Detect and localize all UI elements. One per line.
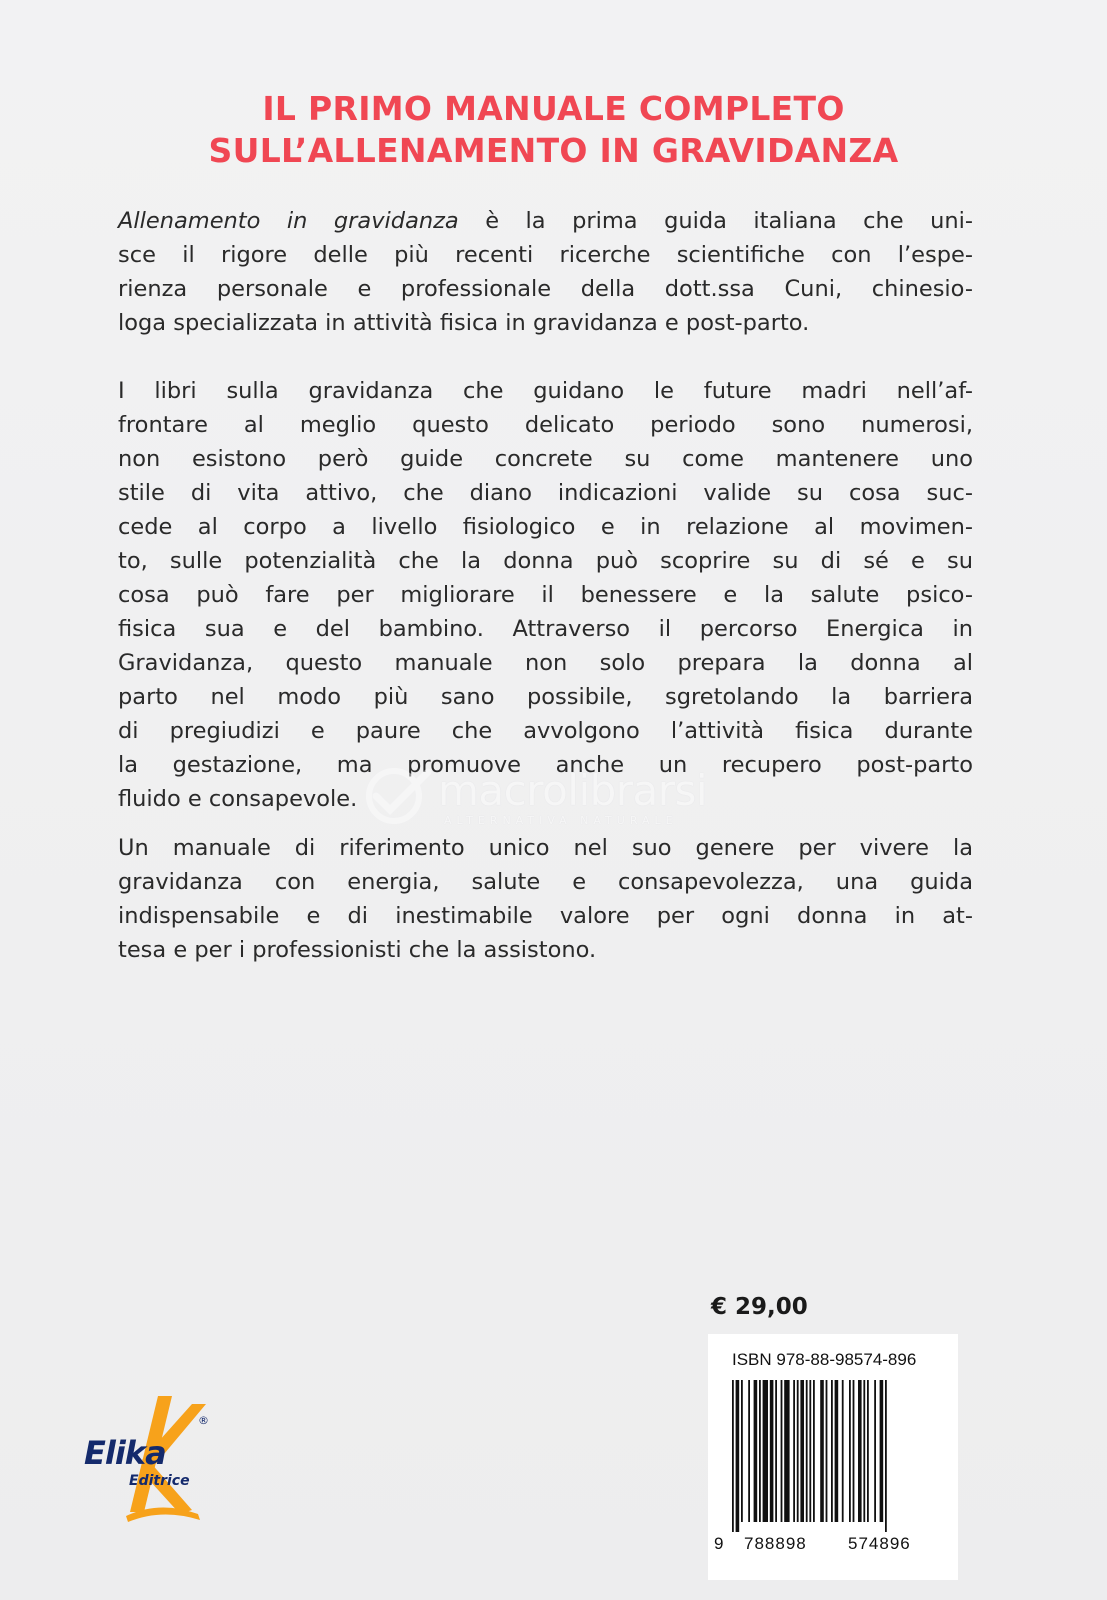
paragraph-line: la gestazione, ma promuove anche un recupero post-parto — [118, 752, 973, 778]
barcode-bar — [880, 1380, 884, 1522]
paragraph-line: cede al corpo a livello fisiologico e in relazione al movimen- — [118, 514, 973, 540]
barcode-bar — [732, 1380, 734, 1532]
watermark-tagline: ALTERNATIVA NATURALE — [444, 814, 678, 827]
barcode-bar — [831, 1380, 833, 1522]
paragraph-line: I libri sulla gravidanza che guidano le future madri nell’af- — [118, 378, 973, 404]
barcode-bar — [797, 1380, 799, 1522]
paragraph-line-text: è la prima guida italiana che uni- — [458, 208, 973, 234]
paragraph-line: rienza personale e professionale della dott.ssa Cuni, chinesio- — [118, 276, 973, 302]
barcode-bar — [809, 1380, 811, 1522]
leaf-check-icon — [358, 766, 434, 826]
paragraph-line: tesa e per i professionisti che la assistono. — [118, 937, 597, 963]
paragraph-line: frontare al meglio questo delicato periodo sono numerosi, — [118, 412, 973, 438]
paragraph-line: indispensabile e di inestimabile valore per ogni donna in at- — [118, 903, 973, 929]
barcode-bar — [793, 1380, 795, 1522]
paragraph-line: fluido e consapevole. — [118, 786, 358, 812]
paragraph-line: Gravidanza, questo manuale non solo prepara la donna al — [118, 650, 973, 676]
publisher-name: Elika — [84, 1434, 166, 1472]
closing-paragraph — [118, 831, 973, 967]
paragraph-line: stile di vita attivo, che diano indicazioni valide su cosa suc- — [118, 480, 973, 506]
barcode-bar — [754, 1380, 758, 1522]
barcode-bar — [759, 1380, 761, 1522]
barcode-bar — [874, 1380, 876, 1522]
isbn-barcode-panel — [708, 1334, 958, 1580]
main-paragraph — [118, 374, 973, 816]
headline — [0, 88, 1107, 172]
barcode-bar — [736, 1380, 740, 1532]
barcode-bar — [820, 1380, 824, 1522]
barcode-bar — [775, 1380, 777, 1522]
barcode-digit-first: 9 — [714, 1534, 724, 1553]
book-title-italic: Allenamento in gravidanza — [118, 208, 459, 234]
headline-line-2: SULL’ALLENAMENTO IN GRAVIDANZA — [208, 131, 899, 170]
macrolibrarsi-watermark — [358, 766, 758, 836]
barcode-bar — [806, 1380, 808, 1522]
barcode-bar — [781, 1380, 783, 1522]
barcode-bar — [842, 1380, 844, 1522]
paragraph-line: gravidanza con energia, salute e consapevolezza, una guida — [118, 869, 973, 895]
barcode-bar — [800, 1380, 804, 1522]
paragraph-line: Un manuale di riferimento unico nel suo genere per vivere la — [118, 835, 973, 861]
registered-mark: ® — [198, 1414, 209, 1427]
paragraph-line: cosa può fare per migliorare il benessere e la salute psico- — [118, 582, 973, 608]
barcode-bar — [784, 1380, 789, 1522]
isbn-label: ISBN 978-88-98574-896 — [732, 1350, 917, 1369]
watermark-name: macrolibrarsi — [438, 766, 708, 815]
barcode-bar — [770, 1380, 774, 1522]
barcode-bar — [813, 1380, 815, 1522]
barcode-digits-left: 788898 — [744, 1534, 807, 1553]
barcode-bar — [763, 1380, 768, 1522]
barcode — [722, 1380, 944, 1532]
paragraph-line — [118, 204, 973, 238]
headline-line-1: IL PRIMO MANUALE COMPLETO — [262, 89, 845, 128]
barcode-digits-right: 574896 — [848, 1534, 911, 1553]
paragraph-line: sce il rigore delle più recenti ricerche scientifiche con l’espe- — [118, 242, 973, 268]
elika-editrice-logo — [80, 1390, 240, 1540]
barcode-bar — [826, 1380, 828, 1522]
barcode-bar — [748, 1380, 750, 1522]
barcode-bar — [849, 1380, 851, 1522]
publisher-sub: Editrice — [129, 1473, 190, 1489]
paragraph-line: di pregiudizi e paure che avvolgono l’attività fisica durante — [118, 718, 973, 744]
paragraph-line: non esistono però guide concrete su come mantenere uno — [118, 446, 973, 472]
barcode-bar — [835, 1380, 839, 1522]
paragraph-line: loga specializzata in attività fisica in gravidanza e post-parto. — [118, 310, 810, 336]
barcode-bar — [863, 1380, 865, 1522]
barcode-bar — [853, 1380, 855, 1522]
barcode-bar — [867, 1380, 869, 1522]
paragraph-line: to, sulle potenzialità che la donna può scoprire su di sé e su — [118, 548, 973, 574]
paragraph-line: fisica sua e del bambino. Attraverso il percorso Energica in — [118, 616, 973, 642]
barcode-bar — [858, 1380, 862, 1522]
price-label: € 29,00 — [711, 1294, 808, 1320]
paragraph-line: parto nel modo più sano possibile, sgretolando la barriera — [118, 684, 973, 710]
barcode-bar — [885, 1380, 887, 1532]
intro-paragraph — [118, 204, 973, 340]
barcode-bar — [741, 1380, 743, 1522]
